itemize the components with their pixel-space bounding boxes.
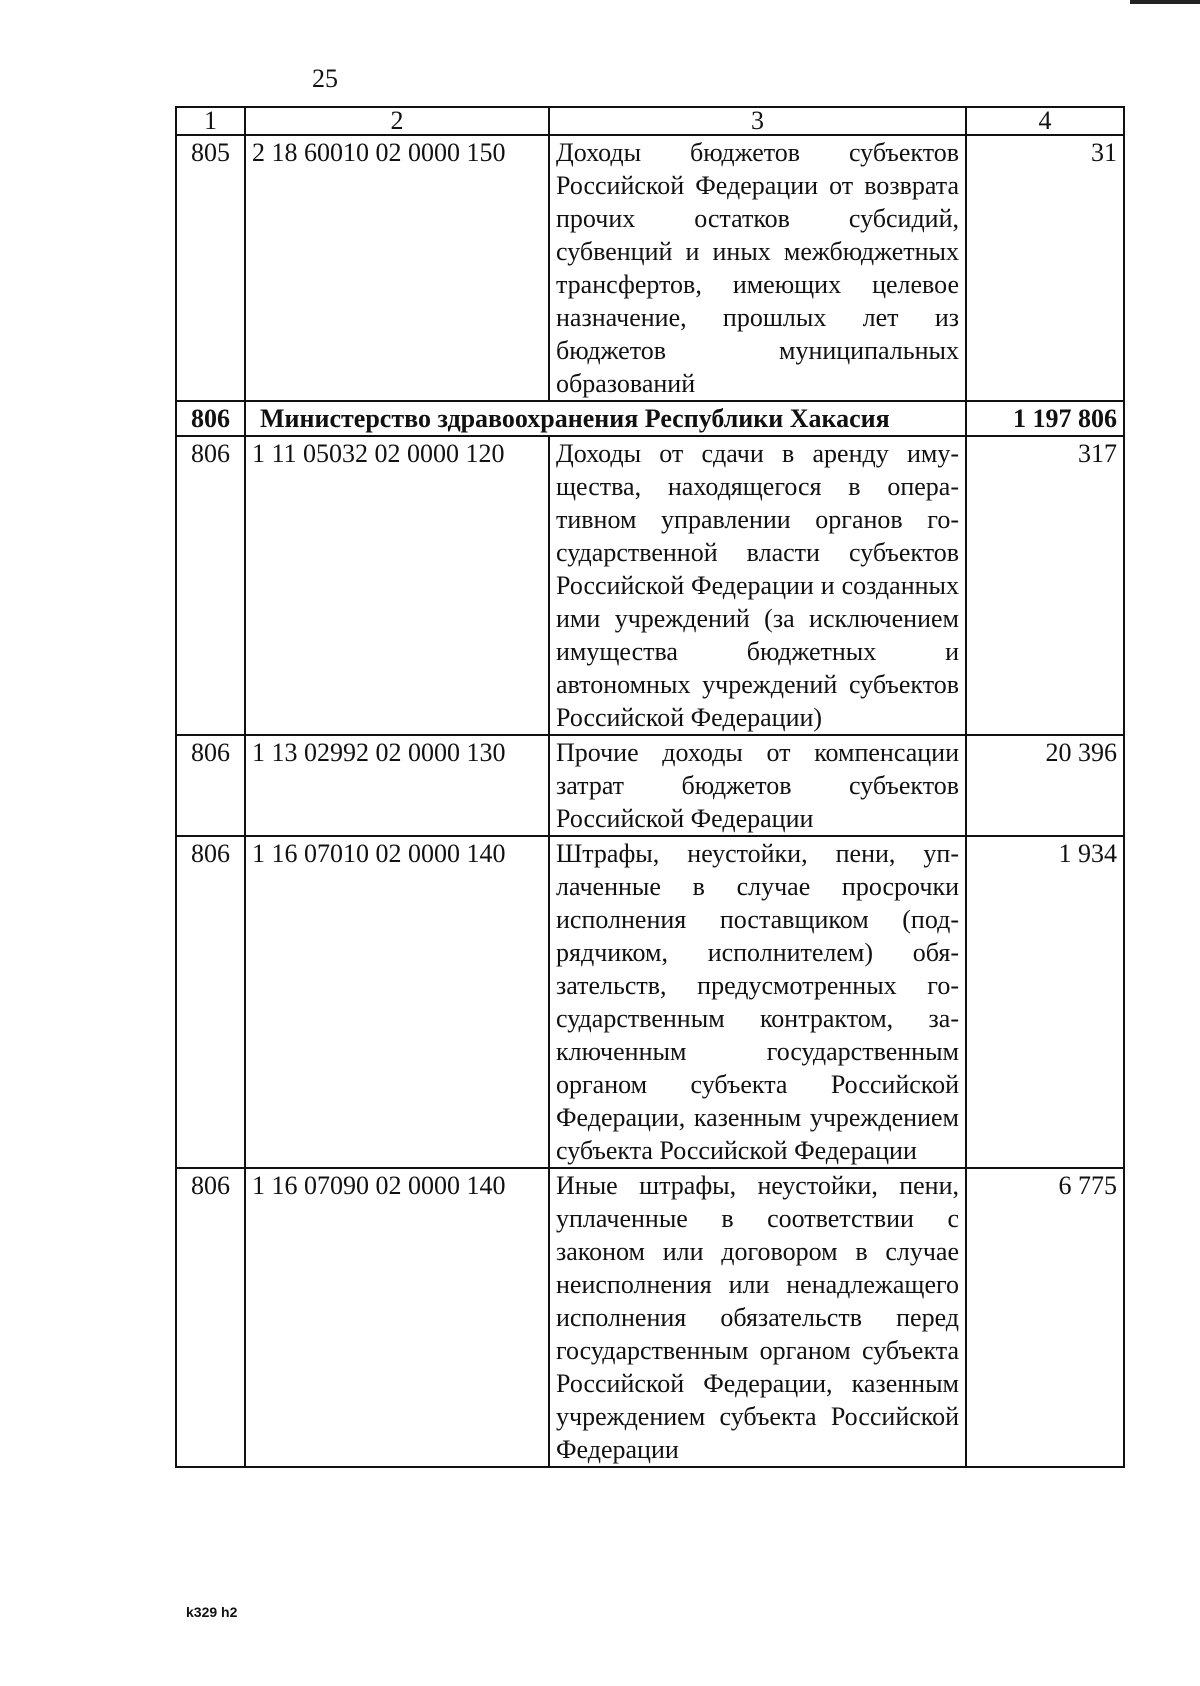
admin-code-cell: 806 (176, 436, 245, 735)
description-cell: Иные штрафы, неустойки, пени, уплаченные в соответствии с законом или договором в случае неисполнения или ненадлежащего исполнения обязательств перед государственным органом субъекта Российской Федерации, казенным учреждением субъекта Российской Федерации (549, 1168, 966, 1467)
table-row (176, 735, 1124, 836)
amount-cell: 31 (966, 135, 1124, 401)
section-amount-cell: 1 197 806 (966, 401, 1124, 436)
table-row (176, 836, 1124, 1168)
admin-code-cell: 806 (176, 836, 245, 1168)
section-row (176, 401, 1124, 436)
column-header-2: 2 (245, 107, 549, 135)
description-cell: Штрафы, неустойки, пени, уплаченные в случае просрочки исполнения поставщиком (подрядчиком, исполнителем) обязательств, предусмотренных государственным контрактом, заключенным государственным органом субъекта Российской Федерации, казенным учреждением субъекта Российской Федерации (549, 836, 966, 1168)
footer-document-code: k329 h2 (186, 1604, 238, 1620)
budget-code-cell: 1 16 07090 02 0000 140 (245, 1168, 549, 1467)
table-row (176, 436, 1124, 735)
description-cell: Доходы бюджетов субъектов Российской Федерации от возврата прочих остатков субсидий, субвенций и иных межбюджетных трансфертов, имеющих целевое назначение, прошлых лет из бюджетов муниципальных образований (549, 135, 966, 401)
section-title-cell: Министерство здравоохранения Республики Хакасия (245, 401, 966, 436)
budget-code-cell: 1 16 07010 02 0000 140 (245, 836, 549, 1168)
table-row (176, 1168, 1124, 1467)
budget-code-cell: 1 11 05032 02 0000 120 (245, 436, 549, 735)
description-cell: Прочие доходы от компенсации затрат бюджетов субъектов Российской Федерации (549, 735, 966, 836)
column-header-4: 4 (966, 107, 1124, 135)
amount-cell: 20 396 (966, 735, 1124, 836)
table-header-row (176, 107, 1124, 135)
column-header-1: 1 (176, 107, 245, 135)
amount-cell: 6 775 (966, 1168, 1124, 1467)
budget-code-cell: 2 18 60010 02 0000 150 (245, 135, 549, 401)
revenue-table (175, 106, 1125, 1468)
admin-code-cell: 806 (176, 1168, 245, 1467)
column-header-3: 3 (549, 107, 966, 135)
amount-cell: 1 934 (966, 836, 1124, 1168)
admin-code-cell: 806 (176, 735, 245, 836)
section-admin-code-cell: 806 (176, 401, 245, 436)
table-row (176, 135, 1124, 401)
page-number: 25 (312, 64, 338, 93)
description-cell: Доходы от сдачи в аренду имущества, находящегося в оперативном управлении органов государственной власти субъектов Российской Федерации и созданных ими учреждений (за исключением имущества бюджетных и автономных учреждений субъектов Российской Федерации) (549, 436, 966, 735)
scan-edge-mark (1130, 0, 1200, 4)
budget-code-cell: 1 13 02992 02 0000 130 (245, 735, 549, 836)
amount-cell: 317 (966, 436, 1124, 735)
admin-code-cell: 805 (176, 135, 245, 401)
